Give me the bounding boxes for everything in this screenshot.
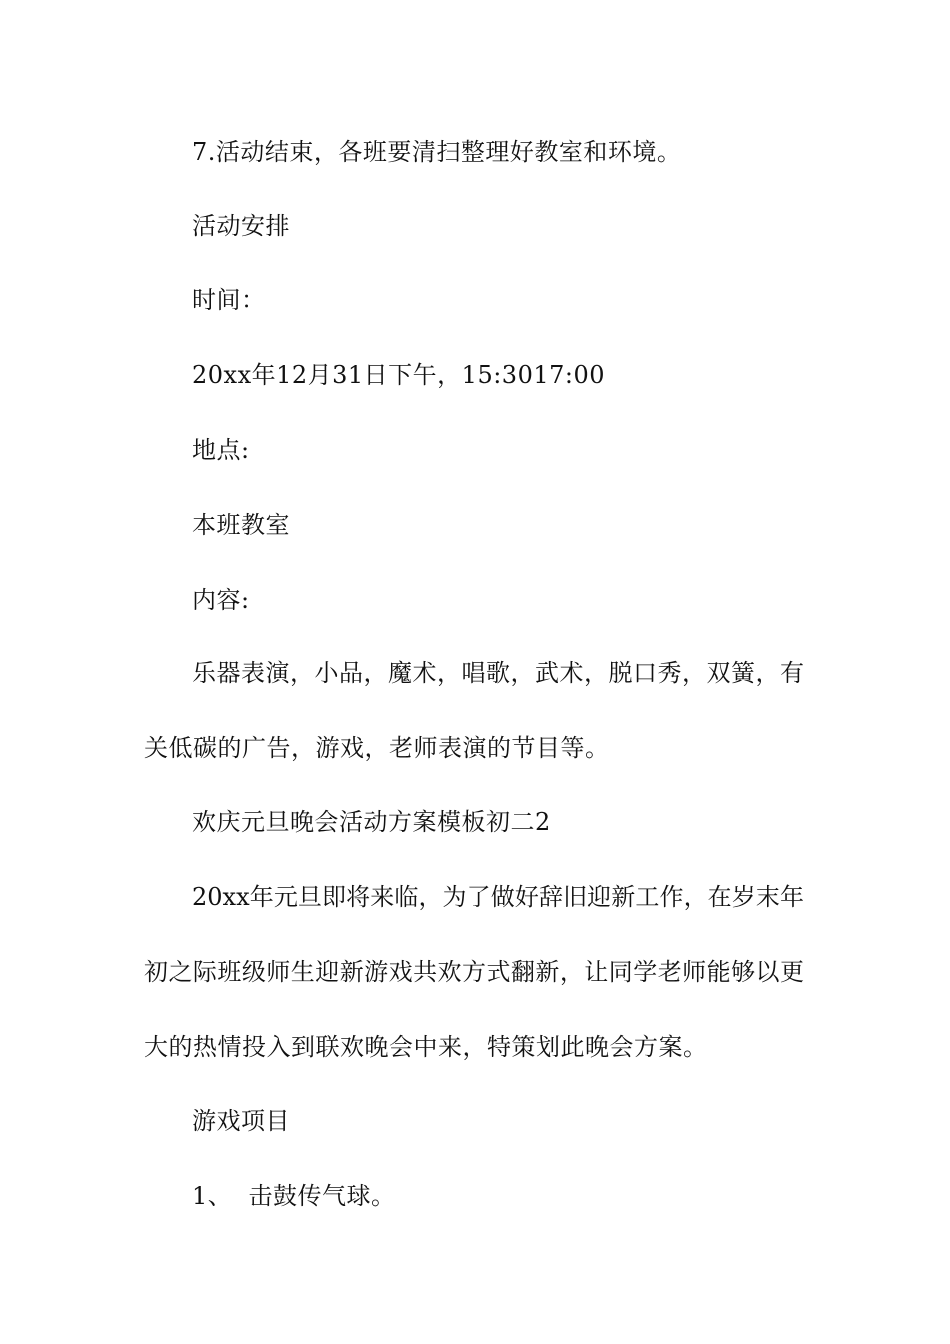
intro-line-1: 20xx年元旦即将来临，为了做好辞旧迎新工作，在岁末年 [192,883,804,911]
paragraph-activity-end: 7.活动结束，各班要清扫整理好教室和环境。 [192,138,682,166]
heading-game-items: 游戏项目 [192,1107,290,1135]
content-line-2: 关低碳的广告，游戏，老师表演的节目等。 [144,734,610,762]
label-location: 地点: [192,436,250,464]
intro-line-3: 大的热情投入到联欢晚会中来，特策划此晚会方案。 [144,1033,708,1061]
content-line-1: 乐器表演，小品，魔术，唱歌，武术，脱口秀，双簧，有 [192,659,804,687]
label-time: 时间： [192,286,266,314]
value-time: 20xx年12月31日下午，15:3017:00 [192,361,606,389]
heading-activity-arrangement: 活动安排 [192,212,290,240]
value-location: 本班教室 [192,511,290,539]
section-title-plan-2: 欢庆元旦晚会活动方案模板初二2 [192,808,551,836]
intro-line-2: 初之际班级师生迎新游戏共欢方式翻新，让同学老师能够以更 [144,958,804,986]
label-content: 内容: [192,586,250,614]
game-item-1: 1、 击鼓传气球。 [192,1182,396,1210]
